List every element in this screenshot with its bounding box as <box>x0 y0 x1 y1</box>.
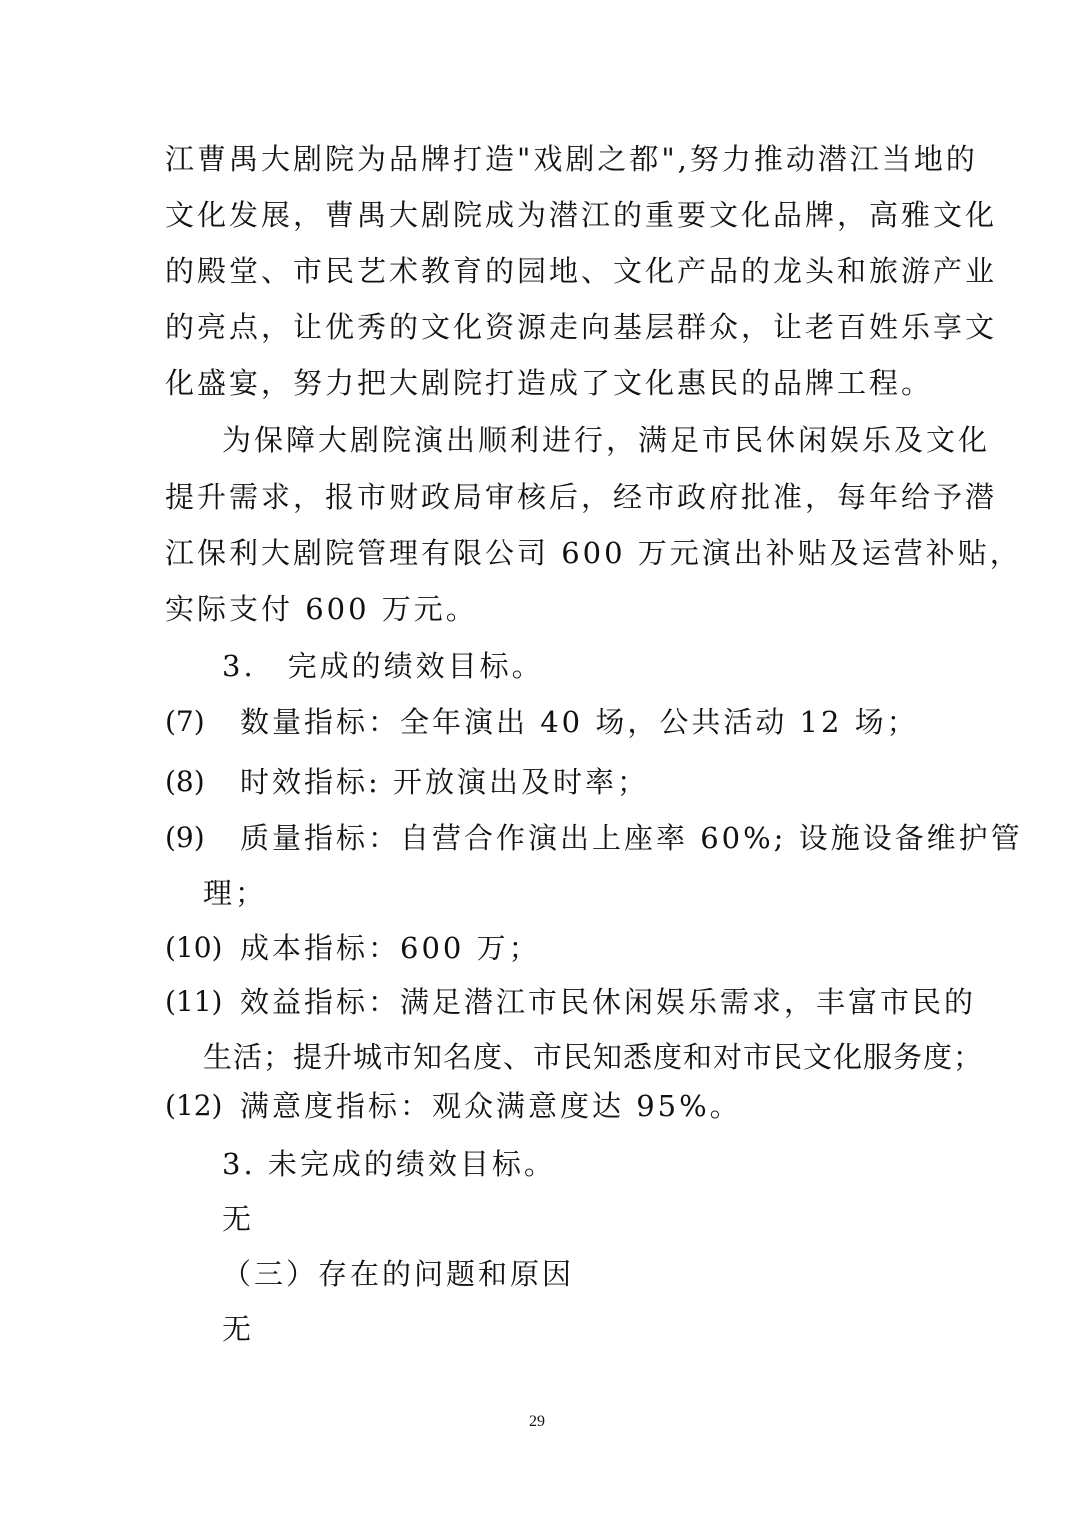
section-heading: 3. 未完成的绩效目标。 <box>222 1147 556 1181</box>
item-text: 质量指标：自营合作演出上座率 60%; 设施设备维护管 <box>240 821 1023 855</box>
paragraph-line: 化盛宴，努力把大剧院打造成了文化惠民的品牌工程。 <box>165 366 934 400</box>
item-number: (7) <box>165 705 205 738</box>
item-number: (10) <box>165 931 223 964</box>
paragraph-line: 实际支付 600 万元。 <box>165 592 478 626</box>
section-text: 无 <box>222 1202 255 1236</box>
paragraph-line: 江曹禺大剧院为品牌打造"戏剧之都",努力推动潜江当地的 <box>165 142 978 176</box>
section-text: 无 <box>222 1312 255 1346</box>
item-text: 成本指标：600 万； <box>240 931 541 965</box>
section-heading: 3. 完成的绩效目标。 <box>222 649 544 683</box>
item-text: 数量指标：全年演出 40 场，公共活动 12 场； <box>240 705 919 739</box>
item-number: (11) <box>165 985 223 1018</box>
page-number: 29 <box>529 1413 545 1430</box>
paragraph-line: 文化发展，曹禺大剧院成为潜江的重要文化品牌，高雅文化 <box>165 198 998 232</box>
item-text: 满意度指标：观众满意度达 95%。 <box>240 1089 742 1123</box>
paragraph-line: 的殿堂、市民艺术教育的园地、文化产品的龙头和旅游产业 <box>165 254 998 288</box>
paragraph-line: 的亮点，让优秀的文化资源走向基层群众，让老百姓乐享文 <box>165 310 998 344</box>
paragraph-line: 为保障大剧院演出顺利进行，满足市民休闲娱乐及文化 <box>222 423 991 457</box>
item-text-continuation: 生活；提升城市知名度、市民知悉度和对市民文化服务度； <box>203 1040 984 1074</box>
item-number: (9) <box>165 821 205 854</box>
section-heading: （三）存在的问题和原因 <box>222 1257 575 1291</box>
item-number: (12) <box>165 1089 223 1122</box>
item-text: 效益指标：满足潜江市民休闲娱乐需求，丰富市民的 <box>240 985 977 1019</box>
paragraph-line: 江保利大剧院管理有限公司 600 万元演出补贴及运营补贴， <box>165 536 1022 570</box>
paragraph-line: 提升需求，报市财政局审核后，经市政府批准，每年给予潜 <box>165 480 998 514</box>
item-text: 时效指标: 开放演出及时率； <box>240 765 649 799</box>
item-number: (8) <box>165 765 205 798</box>
item-text-continuation: 理； <box>203 876 268 910</box>
